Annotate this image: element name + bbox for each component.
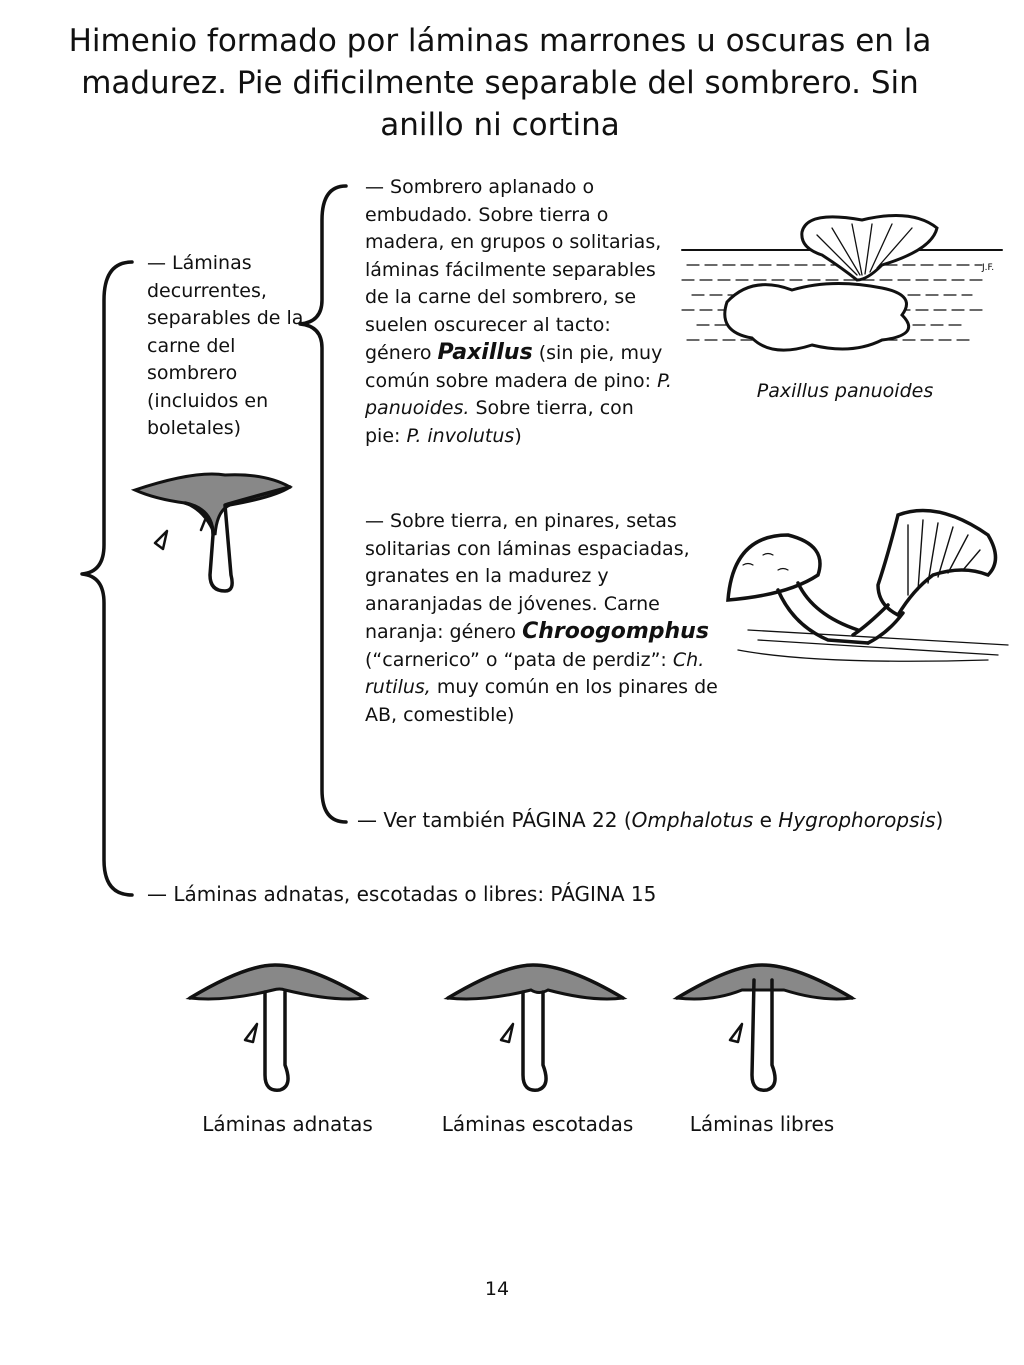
chroogomphus-species: Ch. rutilus, <box>365 648 705 698</box>
page-number: 14 <box>484 1278 510 1300</box>
chroogomphus-rutilus-drawing <box>718 505 1018 675</box>
decurrent-gills-text: — Láminas decurrentes, separables de la carne del sombrero (incluidos en boletales) <box>147 252 304 439</box>
adnate-gills-text: — Láminas adnatas, escotadas o libres: PÁGINA 15 <box>147 882 657 906</box>
paxillus-intro: — Sombrero aplanado o embudado. Sobre tierra o madera, en grupos o solitarias, láminas fácilmente separables de la carne del sombrero, se suelen oscurecer al tacto: género <box>365 176 662 364</box>
chroogomphus-genus: Chroogomphus <box>522 619 709 644</box>
see-also-line <box>357 808 1017 832</box>
svg-text:J.F.: J.F. <box>982 263 995 273</box>
chroogomphus-end: muy común en los pinares de AB, comestible) <box>365 676 718 726</box>
see-also-prefix: — Ver también PÁGINA 22 ( <box>357 808 632 832</box>
libres-gill-mushroom-drawing <box>672 960 862 1100</box>
paxillus-genus: Paxillus <box>437 340 533 365</box>
paxillus-mid1: (sin pie, muy común sobre madera de pino: <box>365 342 663 392</box>
page-title: Himenio formado por láminas marrones u oscuras en la madurez. Pie dificilmente separable del sombrero. Sin anillo ni cortina <box>68 23 932 143</box>
chroogomphus-intro: — Sobre tierra, en pinares, setas solitarias con láminas espaciadas, granates en la madurez y anaranjadas de jóvenes. Carne naranja: género <box>365 510 690 643</box>
see-also-hygrophoropsis: Hygrophoropsis <box>778 808 936 832</box>
chroogomphus-mid: (“carnerico” o “pata de perdiz”: <box>365 648 667 671</box>
see-also-suffix: ) <box>935 808 944 832</box>
caption-libres: Láminas libres <box>689 1112 835 1136</box>
paxillus-end: ) <box>514 424 522 447</box>
paxillus-caption: Paxillus panuoides <box>756 380 934 402</box>
caption-escotadas: Láminas escotadas <box>441 1112 634 1136</box>
chroogomphus-description <box>365 508 720 729</box>
adnate-gill-mushroom-drawing <box>185 960 375 1100</box>
paxillus-species2: P. involutus <box>406 424 515 447</box>
paxillus-species1: P. panuoides. <box>365 369 672 419</box>
paxillus-description <box>365 174 675 450</box>
see-also-omphalotus: Omphalotus <box>631 808 754 832</box>
caption-adnatas: Láminas adnatas <box>202 1112 373 1136</box>
paxillus-panuoides-drawing <box>682 210 1012 370</box>
decurrent-gill-mushroom-drawing <box>125 465 305 605</box>
escotadas-gill-mushroom-drawing <box>443 960 633 1100</box>
see-also-conj: e <box>753 808 779 832</box>
paxillus-mid2: Sobre tierra, con pie: <box>365 397 634 447</box>
